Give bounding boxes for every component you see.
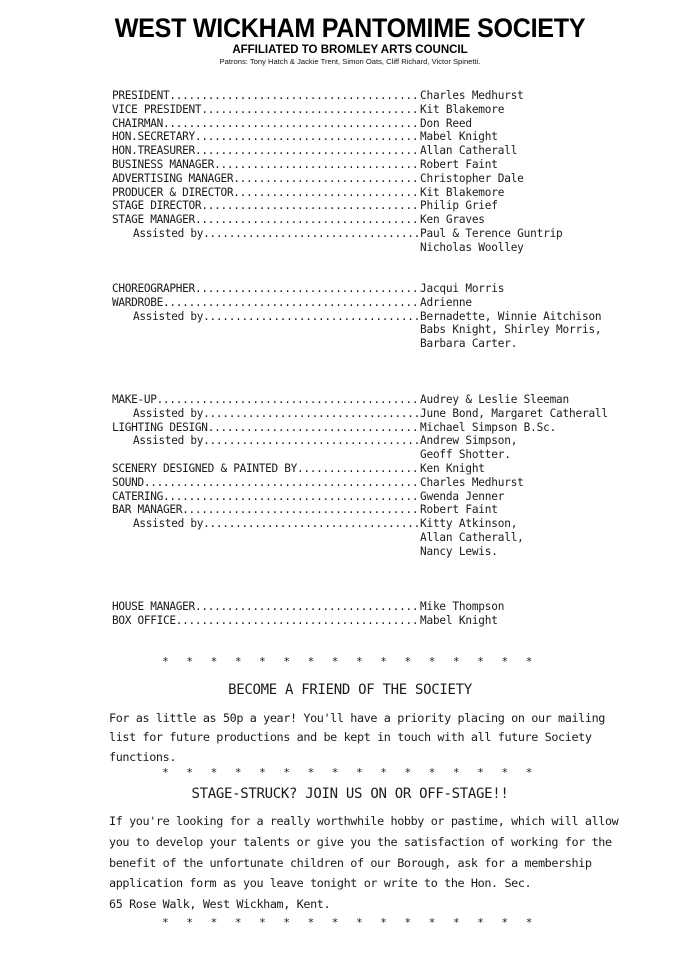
role-label: Assisted by — [133, 309, 204, 323]
role-label: SCENERY DESIGNED & PAINTED BY — [112, 461, 297, 475]
credit-name: Jacqui Morris — [420, 282, 505, 295]
credit-row — [0, 158, 700, 172]
credit-row — [0, 448, 700, 462]
technical-list — [0, 393, 700, 559]
dot-leader — [176, 614, 418, 627]
role-label: PRODUCER & DIRECTOR — [112, 185, 234, 199]
credit-name: Mabel Knight — [420, 613, 498, 627]
dot-leader — [169, 89, 418, 102]
credit-role — [133, 407, 418, 421]
dot-leader — [297, 462, 418, 475]
credit-row — [0, 282, 700, 296]
credit-row — [0, 490, 700, 504]
dot-leader — [203, 407, 418, 420]
credit-role — [112, 282, 418, 296]
credit-row — [0, 434, 700, 448]
dot-leader — [195, 144, 418, 157]
credit-role — [112, 186, 418, 200]
role-label: VICE PRESIDENT — [112, 102, 202, 116]
credit-row — [0, 103, 700, 117]
role-label: HON.SECRETARY — [112, 130, 195, 144]
role-label: PRESIDENT — [112, 89, 170, 102]
credit-name: Charles Medhurst — [420, 475, 524, 489]
credit-role — [112, 144, 418, 158]
credit-row — [0, 213, 700, 227]
credit-name: Adrienne — [420, 295, 472, 309]
role-label: CHOREOGRAPHER — [112, 282, 195, 295]
credit-name: Robert Faint — [420, 157, 498, 171]
credit-name: Kitty Atkinson, — [420, 517, 518, 531]
paragraph-line: you to develop your talents or give you the satisfaction of working for the — [109, 834, 612, 849]
role-label: BAR MANAGER — [112, 503, 183, 517]
credit-row — [0, 130, 700, 144]
credit-name: Bernadette, Winnie Aitchison — [420, 309, 602, 323]
credit-role — [112, 614, 418, 628]
credit-row — [0, 462, 700, 476]
dot-leader — [163, 490, 418, 503]
star-divider: * * * * * * * * * * * * * * * * — [162, 766, 538, 779]
credit-row — [0, 545, 700, 559]
paragraph-line: application form as you leave tonight or write to the Hon. Sec. — [109, 876, 532, 891]
credit-row — [0, 503, 700, 517]
role-label: CHAIRMAN — [112, 116, 164, 130]
credit-role — [112, 600, 418, 614]
credit-role — [133, 434, 418, 448]
credit-role — [112, 503, 418, 517]
role-label: BUSINESS MANAGER — [112, 157, 215, 171]
credit-name: Allan Catherall, — [420, 530, 524, 544]
dot-leader — [163, 296, 418, 309]
credit-name: Babs Knight, Shirley Morris, — [420, 323, 602, 337]
credit-name: Ken Knight — [420, 461, 485, 475]
credit-name: Philip Grief — [420, 199, 498, 213]
role-label: Assisted by — [133, 406, 204, 420]
dot-leader — [201, 199, 418, 212]
credit-name: Paul & Terence Guntrip — [420, 226, 563, 240]
dot-leader — [163, 117, 418, 130]
credit-row — [0, 199, 700, 213]
dot-leader — [203, 517, 418, 530]
join-heading: STAGE-STRUCK? JOIN US ON OR OFF-STAGE!! — [191, 786, 509, 802]
role-label: ADVERTISING MANAGER — [112, 171, 234, 185]
credit-name: Ken Graves — [420, 213, 485, 227]
dot-leader — [182, 503, 418, 516]
credit-row — [0, 310, 700, 324]
dot-leader — [195, 282, 418, 295]
officers-list — [0, 89, 700, 255]
society-title: WEST WICKHAM PANTOMIME SOCIETY — [114, 13, 586, 43]
credit-role — [112, 490, 418, 504]
dot-leader — [233, 186, 418, 199]
star-divider: * * * * * * * * * * * * * * * * — [162, 655, 538, 668]
dot-leader — [203, 227, 418, 240]
credit-name: Barbara Carter. — [420, 337, 518, 351]
credit-name: Allan Catherall — [420, 144, 518, 158]
credit-row — [0, 393, 700, 407]
crew-list — [0, 282, 700, 351]
credit-role — [133, 227, 418, 241]
credit-role — [112, 158, 418, 172]
credit-row — [0, 614, 700, 628]
role-label: STAGE MANAGER — [112, 213, 195, 227]
credit-name: Kit Blakemore — [420, 102, 505, 116]
credit-role — [112, 462, 418, 476]
role-label: Assisted by — [133, 226, 204, 240]
role-label: STAGE DIRECTOR — [112, 199, 202, 213]
role-label: Assisted by — [133, 434, 204, 448]
credit-row — [0, 531, 700, 545]
friend-heading: BECOME A FRIEND OF THE SOCIETY — [228, 682, 472, 698]
credit-name: Geoff Shotter. — [420, 448, 511, 462]
paragraph-line: benefit of the unfortunate children of our Borough, ask for a membership — [109, 855, 592, 870]
credit-name: Michael Simpson B.Sc. — [420, 420, 557, 434]
credit-row — [0, 117, 700, 131]
front-of-house-list — [0, 600, 700, 628]
credit-role — [112, 421, 418, 435]
friend-paragraph — [109, 709, 649, 767]
paragraph-line: list for future productions and be kept in touch with all future Society — [109, 730, 592, 745]
credit-role — [112, 199, 418, 213]
paragraph-line: For as little as 50p a year! You'll have a priority placing on our mailing — [109, 711, 605, 725]
credit-role — [112, 476, 418, 490]
credit-name: Nicholas Woolley — [420, 240, 524, 254]
credit-role — [112, 172, 418, 186]
credit-row — [0, 241, 700, 255]
credit-role — [112, 213, 418, 227]
page-header — [0, 12, 700, 67]
role-label: LIGHTING DESIGN — [112, 420, 208, 434]
credit-name: Kit Blakemore — [420, 185, 505, 199]
dot-leader — [195, 130, 418, 143]
credit-row — [0, 186, 700, 200]
star-divider: * * * * * * * * * * * * * * * * — [162, 916, 538, 929]
paragraph-line: 65 Rose Walk, West Wickham, Kent. — [109, 897, 331, 912]
credit-name: Andrew Simpson, — [420, 434, 518, 448]
credit-role — [112, 296, 418, 310]
credit-name: Audrey & Leslie Sleeman — [420, 393, 570, 406]
credit-role — [112, 103, 418, 117]
patrons-line: Patrons: Tony Hatch & Jackie Trent, Simon Oats, Cliff Richard, Victor Spinetti. — [219, 57, 481, 66]
credit-row — [0, 476, 700, 490]
role-label: WARDROBE — [112, 295, 164, 309]
dot-leader — [195, 213, 418, 226]
credit-row — [0, 144, 700, 158]
credit-row — [0, 323, 700, 337]
credit-name: Gwenda Jenner — [420, 489, 505, 503]
dot-leader — [201, 103, 418, 116]
credit-row — [0, 407, 700, 421]
credit-name: June Bond, Margaret Catherall — [420, 406, 608, 420]
role-label: HOUSE MANAGER — [112, 600, 195, 613]
credit-row — [0, 227, 700, 241]
role-label: BOX OFFICE — [112, 613, 176, 627]
affiliation-line: AFFILIATED TO BROMLEY ARTS COUNCIL — [232, 44, 468, 56]
credit-name: Don Reed — [420, 116, 472, 130]
credit-row — [0, 172, 700, 186]
dot-leader — [208, 421, 418, 434]
credit-role — [112, 117, 418, 131]
role-label: Assisted by — [133, 517, 204, 531]
role-label: HON.TREASURER — [112, 144, 195, 158]
paragraph-line: functions. — [109, 749, 177, 764]
dot-leader — [157, 393, 418, 406]
credit-name: Robert Faint — [420, 503, 498, 517]
dot-leader — [144, 476, 418, 489]
credit-name: Nancy Lewis. — [420, 544, 498, 558]
credit-row — [0, 296, 700, 310]
dot-leader — [214, 158, 418, 171]
dot-leader — [233, 172, 418, 185]
credit-row — [0, 421, 700, 435]
credit-row — [0, 89, 700, 103]
credit-name: Christopher Dale — [420, 171, 524, 185]
credit-name: Mabel Knight — [420, 130, 498, 144]
dot-leader — [195, 600, 418, 613]
credit-row — [0, 600, 700, 614]
role-label: MAKE-UP — [112, 393, 157, 406]
credit-name: Charles Medhurst — [420, 89, 524, 102]
credit-role — [133, 517, 418, 531]
credit-role — [112, 130, 418, 144]
credit-role — [133, 310, 418, 324]
credit-role — [112, 89, 418, 103]
dot-leader — [203, 310, 418, 323]
credit-role — [112, 393, 418, 407]
credit-row — [0, 517, 700, 531]
role-label: CATERING — [112, 489, 164, 503]
role-label: SOUND — [112, 475, 144, 489]
dot-leader — [203, 434, 418, 447]
credit-name: Mike Thompson — [420, 600, 505, 613]
credit-row — [0, 337, 700, 351]
join-paragraph — [109, 811, 649, 915]
paragraph-line: If you're looking for a really worthwhile hobby or pastime, which will allow — [109, 814, 619, 828]
